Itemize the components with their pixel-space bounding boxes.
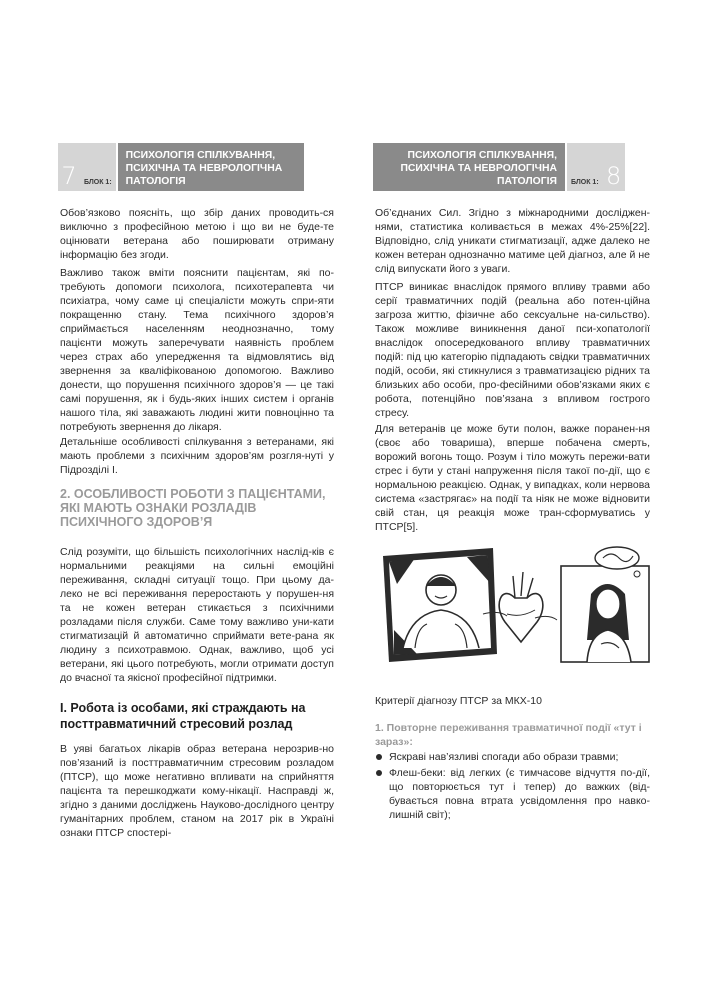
right-page [353,0,706,1000]
header-title: ПСИХОЛОГІЯ СПІЛКУВАННЯ, ПСИХІЧНА ТА НЕВРОЛОГІЧНА ПАТОЛОГІЯ [373,143,565,191]
header-title: ПСИХОЛОГІЯ СПІЛКУВАННЯ, ПСИХІЧНА ТА НЕВРОЛОГІЧНА ПАТОЛОГІЯ [118,143,304,191]
list-item [375,766,650,822]
bullet-icon [376,754,382,760]
list-item [375,750,650,764]
list-item-text: Флеш-беки: від легких (є тимчасове відчуття по-дії, що повторюється тут і тепер) до важких (від-бувається повна втрата усвідомлення про навко-лишній світ); [389,767,650,821]
soldier-panel [383,548,497,662]
page-number: 7 [58,143,80,191]
list-item-text: Яскраві нав’язливі спогади або образи травми; [389,751,619,763]
criteria-list [375,750,650,824]
block-label: БЛОК 1: [567,143,603,191]
paragraph: Детальніше особливості спілкування з ветеранами, які мають проблеми з психічним здоров’ям розгля-нуті у Підрозділі І. [60,436,334,476]
paragraph: В уяві багатьох лікарів образ ветерана нерозрив-но пов’язаний із посттравматичним стресовим розладом (ПТСР), що може негативно впливати на сприйняття пацієнта та перешкоджати кому-нікації. Насправді ж, згідно з даними досліджень Науково-дослідного центру гуманітарних проблем, станом на 2017 рік в Україні ознаки ПТСР спостері- [60,743,334,839]
left-header [58,143,304,191]
subsection-title: І. Робота із особами, які страждають на посттравматичний стресовий розлад [60,701,306,731]
paragraph: ПТСР виникає внаслідок прямого впливу травми або серії травматичних подій (реальна або потен-ційна загроза життю, фізичне або сексуальне на-сильство). Також можливе виникнення даної пси-хопатології внаслідок опосередкованого впливу травматичних подій: під цю категорію підпадають свідки травматичних подій, особи, які стикнулися з травматизацією рідних та близьких або особи, про-фесійними обов’язками яких є робота, потенційно пов’язана з впливом гострого стресу. [375,281,650,419]
paragraph: Об’єднаних Сил. Згідно з міжнародними досліджен-нями, статистика коливається в межах 4%-25%[22]. Відповідно, слід уникати стигматизації, адже далеко не кожен ветеран однозначно матиме цей діагноз, але й не слід випускати його з уваги. [375,207,650,275]
ptsd-illustration [375,544,660,674]
page-number: 8 [603,143,625,191]
criteria-label: Критерії діагнозу ПТСР за МКХ-10 [375,695,542,707]
section-title: 2. ОСОБЛИВОСТІ РОБОТИ З ПАЦІЄНТАМИ, ЯКІ МАЮТЬ ОЗНАКИ РОЗЛАДІВ ПСИХІЧНОГО ЗДОРОВ’Я [60,487,326,529]
woman-panel [561,566,649,662]
paragraph: Слід розуміти, що більшість психологічних наслід-ків є нормальними реакціями на сильні емоційні переживання, складні ситуації тощо. При цьому да-леко не всі переживання переростають у порушен-ня та не кожен ветеран стикається з психічними розладами після служби. Саме тому важливо уни-кати стигматизацій й автоматично сприймати вете-рана як людину з психотравмою. Однак, важливо, щоб усі ветерани, які цього потребують, могли отримати доступ до вчасної та якісної професійної підтримки. [60,546,334,684]
paragraph: Обов’язково поясніть, що збір даних проводить-ся виключно з професійною метою і що ви не буде-те оцінювати ветерана або поширювати отриману інформацію без згоди. [60,207,334,261]
paragraph: Для ветеранів це може бути полон, важке поранен-ня (своє або товариша), вперше побачена смерть, ворожий вогонь тощо. Розум і тіло можуть пережи-вати стрес і бути у стані напруження після такої по-дії, що є нормальною реакцією. Однак, у випадках, коли нервова система «застрягає» на події та ніяк не може відновити свій стан, ця реакція може тран-сформуватись у ПТСР[5]. [375,423,650,533]
criteria-heading: 1. Повторне переживання травматичної події «тут і зараз»: [375,722,642,748]
paragraph: Важливо також вміти пояснити пацієнтам, які по-требують допомоги психолога, психотерапевта чи психіатра, чому саме ці спеціалісти можуть спри-яти покращенню стану. Тема психічного здоров’я сприймається населенням неоднозначно, тому пацієнти можуть заперечувати наявність проблем через страх або упередження та відмовлятись від звернення за кваліфікованою допомогою. Важливо донести, що порушення психічного здоров’я — це такі самі порушення, як і будь-яких інших систем і органів нашого тіла, які заважають людині жити повноцінно та потребують звернення до лікаря. [60,267,334,433]
right-header [373,143,625,191]
block-label: БЛОК 1: [80,143,116,191]
bullet-icon [376,770,382,776]
